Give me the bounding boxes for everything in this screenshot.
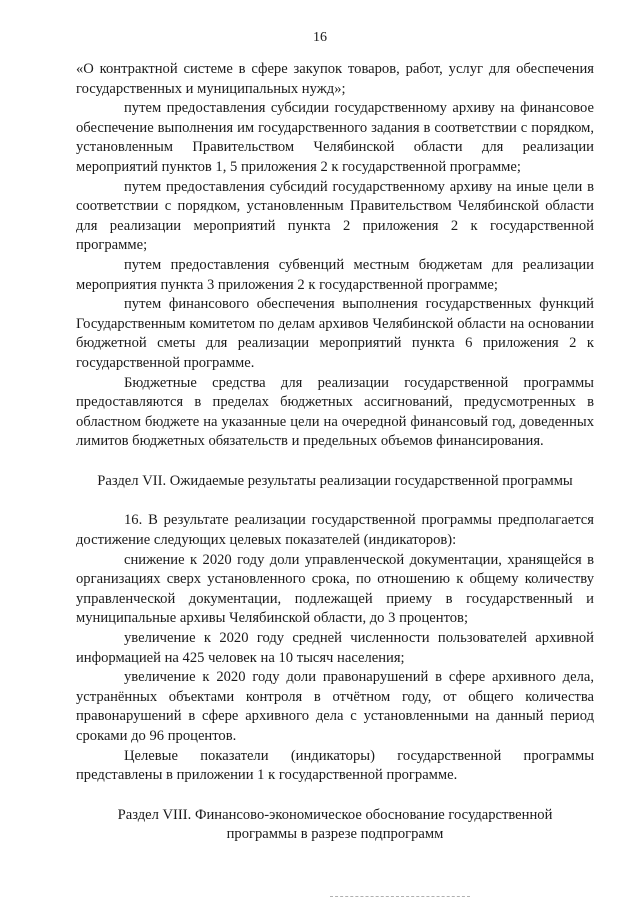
paragraph-indicators-appendix: Целевые показатели (индикаторы) государственной программы представлены в приложении 1 к государственной программе. [76,747,594,784]
page-number: 16 [313,30,327,45]
section-8-heading [76,806,594,845]
indicator-item: снижение к 2020 году доли управленческой документации, хранящейся в организациях сверх установленного срока, по отношению к общему количеству управленческой документации, подлежащей приему в государственный и муниципальные архивы Челябинской области, до 3 процентов; [76,551,594,627]
paragraph-subsidy-other-purposes: путем предоставления субсидий государственному архиву на иные цели в соответствии с порядком, установленным Правительством Челябинской области для реализации мероприятий пункта 2 приложения 2 к государственной программе; [76,178,594,254]
paragraph-subventions: путем предоставления субвенций местным бюджетам для реализации мероприятия пункта 3 приложения 2 к государственной программе; [76,256,594,293]
paragraph-financial-support: путем финансового обеспечения выполнения государственных функций Государственным комитетом по делам архивов Челябинской области на основании бюджетной сметы для реализации мероприятий пункта 6 приложения 2 к государственной программе. [76,296,594,371]
section-8-heading-line-1: Раздел VIII. Финансово-экономическое обоснование государственной [117,806,553,823]
paragraph-law-title: «О контрактной системе в сфере закупок товаров, работ, услуг для обеспечения государственных и муниципальных нужд»; [76,61,594,97]
paragraph-budget-funds: Бюджетные средства для реализации государственной программы предоставляются в пределах бюджетных ассигнований, предусмотренных в областном бюджете на указанные цели на очередной финансовый год, доведенных лимитов бюджетных обязательств и предельных объемов финансирования. [76,374,594,450]
paragraph-expected-results: 16. В результате реализации государственной программы предполагается достижение следующих целевых показателей (индикаторов): [76,512,594,549]
section-8-heading-line-2: программы в разрезе подпрограмм [226,826,444,843]
paragraph-subsidy-state-task: путем предоставления субсидии государственному архиву на финансовое обеспечение выполнения им государственного задания в соответствии с порядком, установленным Правительством Челябинской области для реализации мероприятий пунктов 1, 5 приложения 2 к государственной программе; [76,100,594,175]
scan-edge-divider [330,896,470,898]
document-body [76,60,594,845]
indicator-item: увеличение к 2020 году доли правонарушений в сфере архивного дела, устранённых объектами контроля в отчётном году, от общего количества правонарушений в сфере архивного дела с установленными на данный период сроками до 96 процентов. [76,669,594,744]
indicator-item: увеличение к 2020 году средней численности пользователей архивной информацией на 425 человек на 10 тысяч населения; [76,630,594,666]
section-7-heading: Раздел VII. Ожидаемые результаты реализации государственной программы [97,472,573,489]
